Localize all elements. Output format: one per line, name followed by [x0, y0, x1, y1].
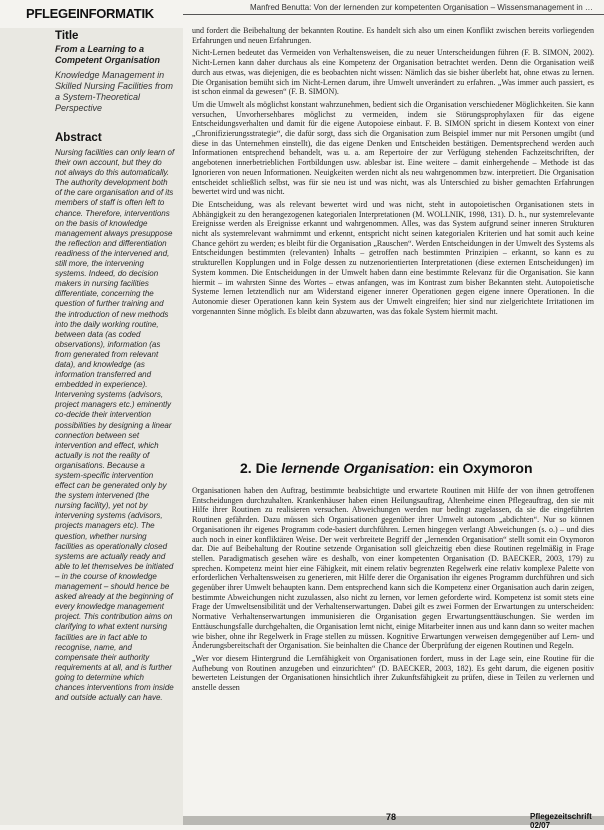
running-head: Manfred Benutta: Von der lernenden zur kompetenten Organisation – Wissensmanagement in … — [250, 3, 593, 12]
title-label: Title — [55, 30, 79, 42]
english-subtitle: Knowledge Management in Skilled Nursing Facilities from a System-Theoretical Perspective — [55, 70, 174, 113]
body-paragraph: Nicht-Lernen bedeutet das Vermeiden von Verhaltensweisen, die zu neuer Unterscheidungen führen (F. B. SIMON, 2002). Nicht-Lernen kann daher durchaus als eine Kompetenz der Organisation betrachtet werden. Denn die Organisation weiß durch aus etwas, was diejenigen, die es beobachten nicht wissen: Nämlich das sie bisher überlebt hat, ohne etwas zu lernen. Die Organisation bemüht sich im Nicht-Lernen darum, ihre Umwelt unverändert zu erfahren. „Was immer auch passiert, es ist schon einmal da gewesen“ (F. B. SIMON). — [192, 48, 594, 97]
body-paragraph: „Wer vor diesem Hintergrund die Lernfähigkeit von Organisationen fordert, muss in der Lage sein, eine Routine für die Aufhebung von Routinen anzugeben und einzurichten“ (D. BAECKER, 2003, 182). Es geht darum, die eigenen positiv bewerteten Leistungen der Organisationen hinsichtlich ihrer Zukunftsfähigkeit zu prüfen, diese in Teilen zu verlernen und anstelle dessen — [192, 653, 594, 693]
body-paragraph: Organisationen haben den Auftrag, bestimmte beabsichtigte und erwartete Routinen mit Hilfe der von ihnen getroffenen Entscheidungen durchzuhalten. Krankenhäuser haben einen Heilungsauftrag, Altenheime einen Pflegeauftrag, den sie mit Hilfe ihrer Routinen zu realisieren versuchen. Abweichungen werden nur bedingt zugelassen, da sie die eingeführten Routinen gefährden. Dazu müssen sich Organisationen gegenüber ihrer Umwelt autonom „abdichten“. Nur so können Organisationen ihr eigenes Programm code-basiert durchführen. Lernen hingegen verlangt Abweichungen (s. o.) – und dies auch noch in einer konfliktären Weise. Der weit verbreitete Begriff der „lernenden Organisation“ stellt somit ein Oxymoron dar. Die auf Beibehaltung der Routine setzende Organisation soll gleichzeitig eben diese Routinen regelmäßig in Frage stellen. Paradigmatisch gesehen wäre es deshalb, von einer kompetenten Organisation (D. BAECKER, 2003, 179) zu sprechen. Kompetenz meint hier eine Fähigkeit, mit einem relativ begrenzten Regelwerk eine relativ komplexe Palette von erforderlichen Verhaltensweisen zu generieren, mit Hilfe derer die Organisation ihr eigenes Programm durchführen und sich gegenüber ihrer Umwelt behaupten kann. Dem entsprechend kann sich die Kompetenz einer Organisation auch darin zeigen, bestimmte Abweichungen nicht zuzulassen, also nicht zu lernen, vor lernen geforderte wird. Kompetenz ist somit stets eine Frage der Umweltsensibilität und der Verhaltenserwartungen. Dabei gilt es zwei Formen der Erwartungen zu unterscheiden: Normative Verhaltenserwartungen immunisieren die Organisation gegen Erwartungsenttäuschungen. Sie werden im Enttäuschungsfalle durchgehalten, die Organisation lernt nicht, einige Mitarbeiter innen aus und kann dann so weiter machen wie bisher, ohne ihr Regelwerk in Frage stellen zu müssen. Kognitive Erwartungen verweisen demgegenüber auf Lern- und Änderungsbereitschaft der Organisation. Sie beinhalten die Chance der Überprüfung der eigenen Routinen und Regeln. — [192, 486, 594, 651]
body-top — [192, 26, 594, 319]
body-paragraph: und fordert die Beibehaltung der bekannten Routine. Es handelt sich also um einen Konflikt zwischen bereits vorliegenden Erfahrungen und neuen Erfahrungen. — [192, 26, 594, 45]
heading-prefix: 2. Die — [240, 460, 282, 476]
journal-name: PFLEGEINFORMATIK — [26, 6, 154, 21]
body-bottom — [192, 486, 594, 696]
abstract-text: Nursing facilities can only learn of their own account, but they do not always do this automatically. The authority development both of the care organisation and of its members of staff is often left to chance. Therefore, interventions on the basis of knowledge management always presuppose the reflection and differentiation readiness of the intervened and, still more, the intervening systems. Indeed, do decision makers in nursing facilities differentiate, concerning the question of further training and the introduction of new methods into the daily working routine, between data (as coded observations), information (as from generated from relevant data), and knowledge (as information transferred and embedded in experience). Intervening systems (advisors, project managers etc.) eminently co-decide their intervention possibilities by designing a linear connection between set intervention and effect, which actually is not the reality of organisations. Because a system-specific intervention effect can be generated only by the system intervened (the nursing facility), yet not by intervening systems (advisors, projects managers etc). The question, whether nursing facilities as operationally closed systems are actually ready and able to let themselves be initiated – in the course of knowledge management – should hence be asked already at the beginning of every knowledge management project. This contribution aims on clarifying to what extent nursing facilities are in fact able to recognise, name, and compensate their authority requirements at all, and is further going to determine which chances interventions from inside and outside actually can have. — [55, 148, 175, 703]
issue-label: Pflegezeitschrift 02/07 — [530, 812, 592, 830]
abstract-label: Abstract — [55, 132, 102, 144]
heading-emphasis: lernende Organisation — [281, 460, 430, 476]
page-number: 78 — [386, 812, 397, 822]
heading-suffix: : ein Oxymoron — [429, 460, 533, 476]
header-rule — [183, 14, 604, 15]
section-heading — [240, 460, 533, 476]
body-paragraph: Um die Umwelt als möglichst konstant wahrzunehmen, bedient sich die Organisation verschiedener Möglichkeiten. Sie kann versuchen, Unvorhersehbares möglichst zu vermeiden, indem sie Störungsprophylaxen für das eigene Entscheidungsverhalten und damit für die eigene Autopoiese einbaut. F. B. SIMON spricht in diesem Kontext von einer „Chronifizierungsstrategie“, die dafür sorgt, dass sich die Organisation zum Beispiel immer nur mit Personen umgibt (und diese in das Unternehmen einstellt), die das eigene Denken und Entscheiden bestätigen. Dementsprechend werden auch Informationen entsprechend behandelt, was u. a. am Repertoire der zur Verfügung stehenden Fachzeitschriften, der angebotenen innerbetrieblichen Fortbildungen usw. ablesbar ist. Eine weitere – damit einhergehende – Methode ist das Ignorieren von neuen Informationen. Neuigkeiten werden nicht als neu wahrgenommen bzw. interpretiert. Die Organisation entscheidet schließlich selbst, was für sie neu ist und was nicht, was als Unterschied zu bisher gemachten Erfahrungen bewertet wird und was nicht. — [192, 99, 594, 197]
body-paragraph: Die Entscheidung, was als relevant bewertet wird und was nicht, steht in autopoietischen Organisationen stets in Abhängigkeit zu den herangezogenen kategorialen Interpretationen (M. WOLLNIK, 1998, 131). D. h., nur systemrelevante Ereignisse werden als Ereignisse erkannt und wahrgenommen. Alles, was das System aufgrund seiner inneren Strukturen nicht als systemrelevant wahrnimmt und erkennt, entspricht nicht seinen kategorialen Kriterien und hat somit auch keine Chance gehört zu werden; es bleibt für die Organisation „Rauschen“. Werden Entscheidungen in der Umwelt des Systems als Entscheidungen bestimmten (relevanten) Inhalts – getroffen nach bestimmten Prinzipien – erkannt, so kann es zu strukturellen Kopplungen und in Folge dessen zu nutzenorientierten Interpretationen (diese externen Entscheidungen) im System kommen. Die Entscheidungen in der Umwelt haben dann eine bestimmte Relevanz für die Organisation. Sie kann hiermit – im wahrsten Sinne des Wortes – etwas anfangen, was im Kontrast zum bisher Bekannten steht. Autopoietische Systeme lernen letztendlich nur am Widerstand eigener innerer Operationen gegen eigene innere Operationen. In die Autonomie dieser Operationen kann kein System aus der Umwelt eingreifen; hier sind nur zielgerichtete Irritationen im vorgenannten Sinne möglich. Es bleibt dann abzuwarten, was das fokale System hiermit macht. — [192, 199, 594, 316]
english-title: From a Learning to a Competent Organisation — [55, 44, 161, 65]
